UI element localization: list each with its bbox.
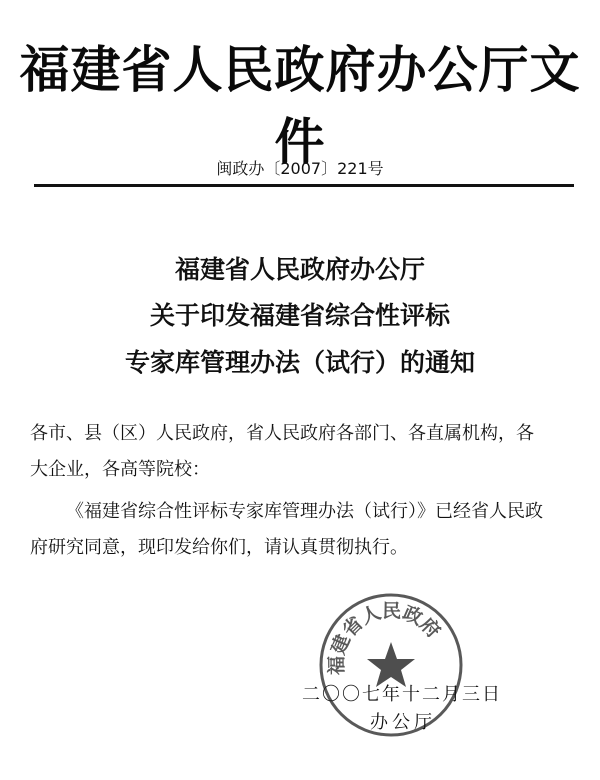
header-divider (34, 184, 574, 187)
content-line-2: 府研究同意，现印发给你们，请认真贯彻执行。 (30, 537, 408, 558)
document-header-title: 福建省人民政府办公厅文件 (19, 41, 581, 171)
addressee-line-1: 各市、县（区）人民政府，省人民政府各部门、各直属机构，各 (30, 423, 534, 444)
notice-title-line-2: 关于印发福建省综合性评标 (149, 301, 450, 330)
document-number: 闽政办〔2007〕221号 (216, 159, 384, 178)
signature-date: 二〇〇七年十二月三日 (302, 684, 502, 705)
signature-office: 办公厅 (370, 712, 436, 733)
notice-title-line-1: 福建省人民政府办公厅 (174, 255, 425, 284)
content-line-1: 《福建省综合性评标专家库管理办法（试行）》已经省人民政 (66, 501, 543, 522)
seal-text: 福建省人民政府 (325, 600, 445, 676)
addressee-line-2: 大企业，各高等院校： (30, 459, 210, 480)
notice-title-line-3: 专家库管理办法（试行）的通知 (124, 348, 475, 377)
